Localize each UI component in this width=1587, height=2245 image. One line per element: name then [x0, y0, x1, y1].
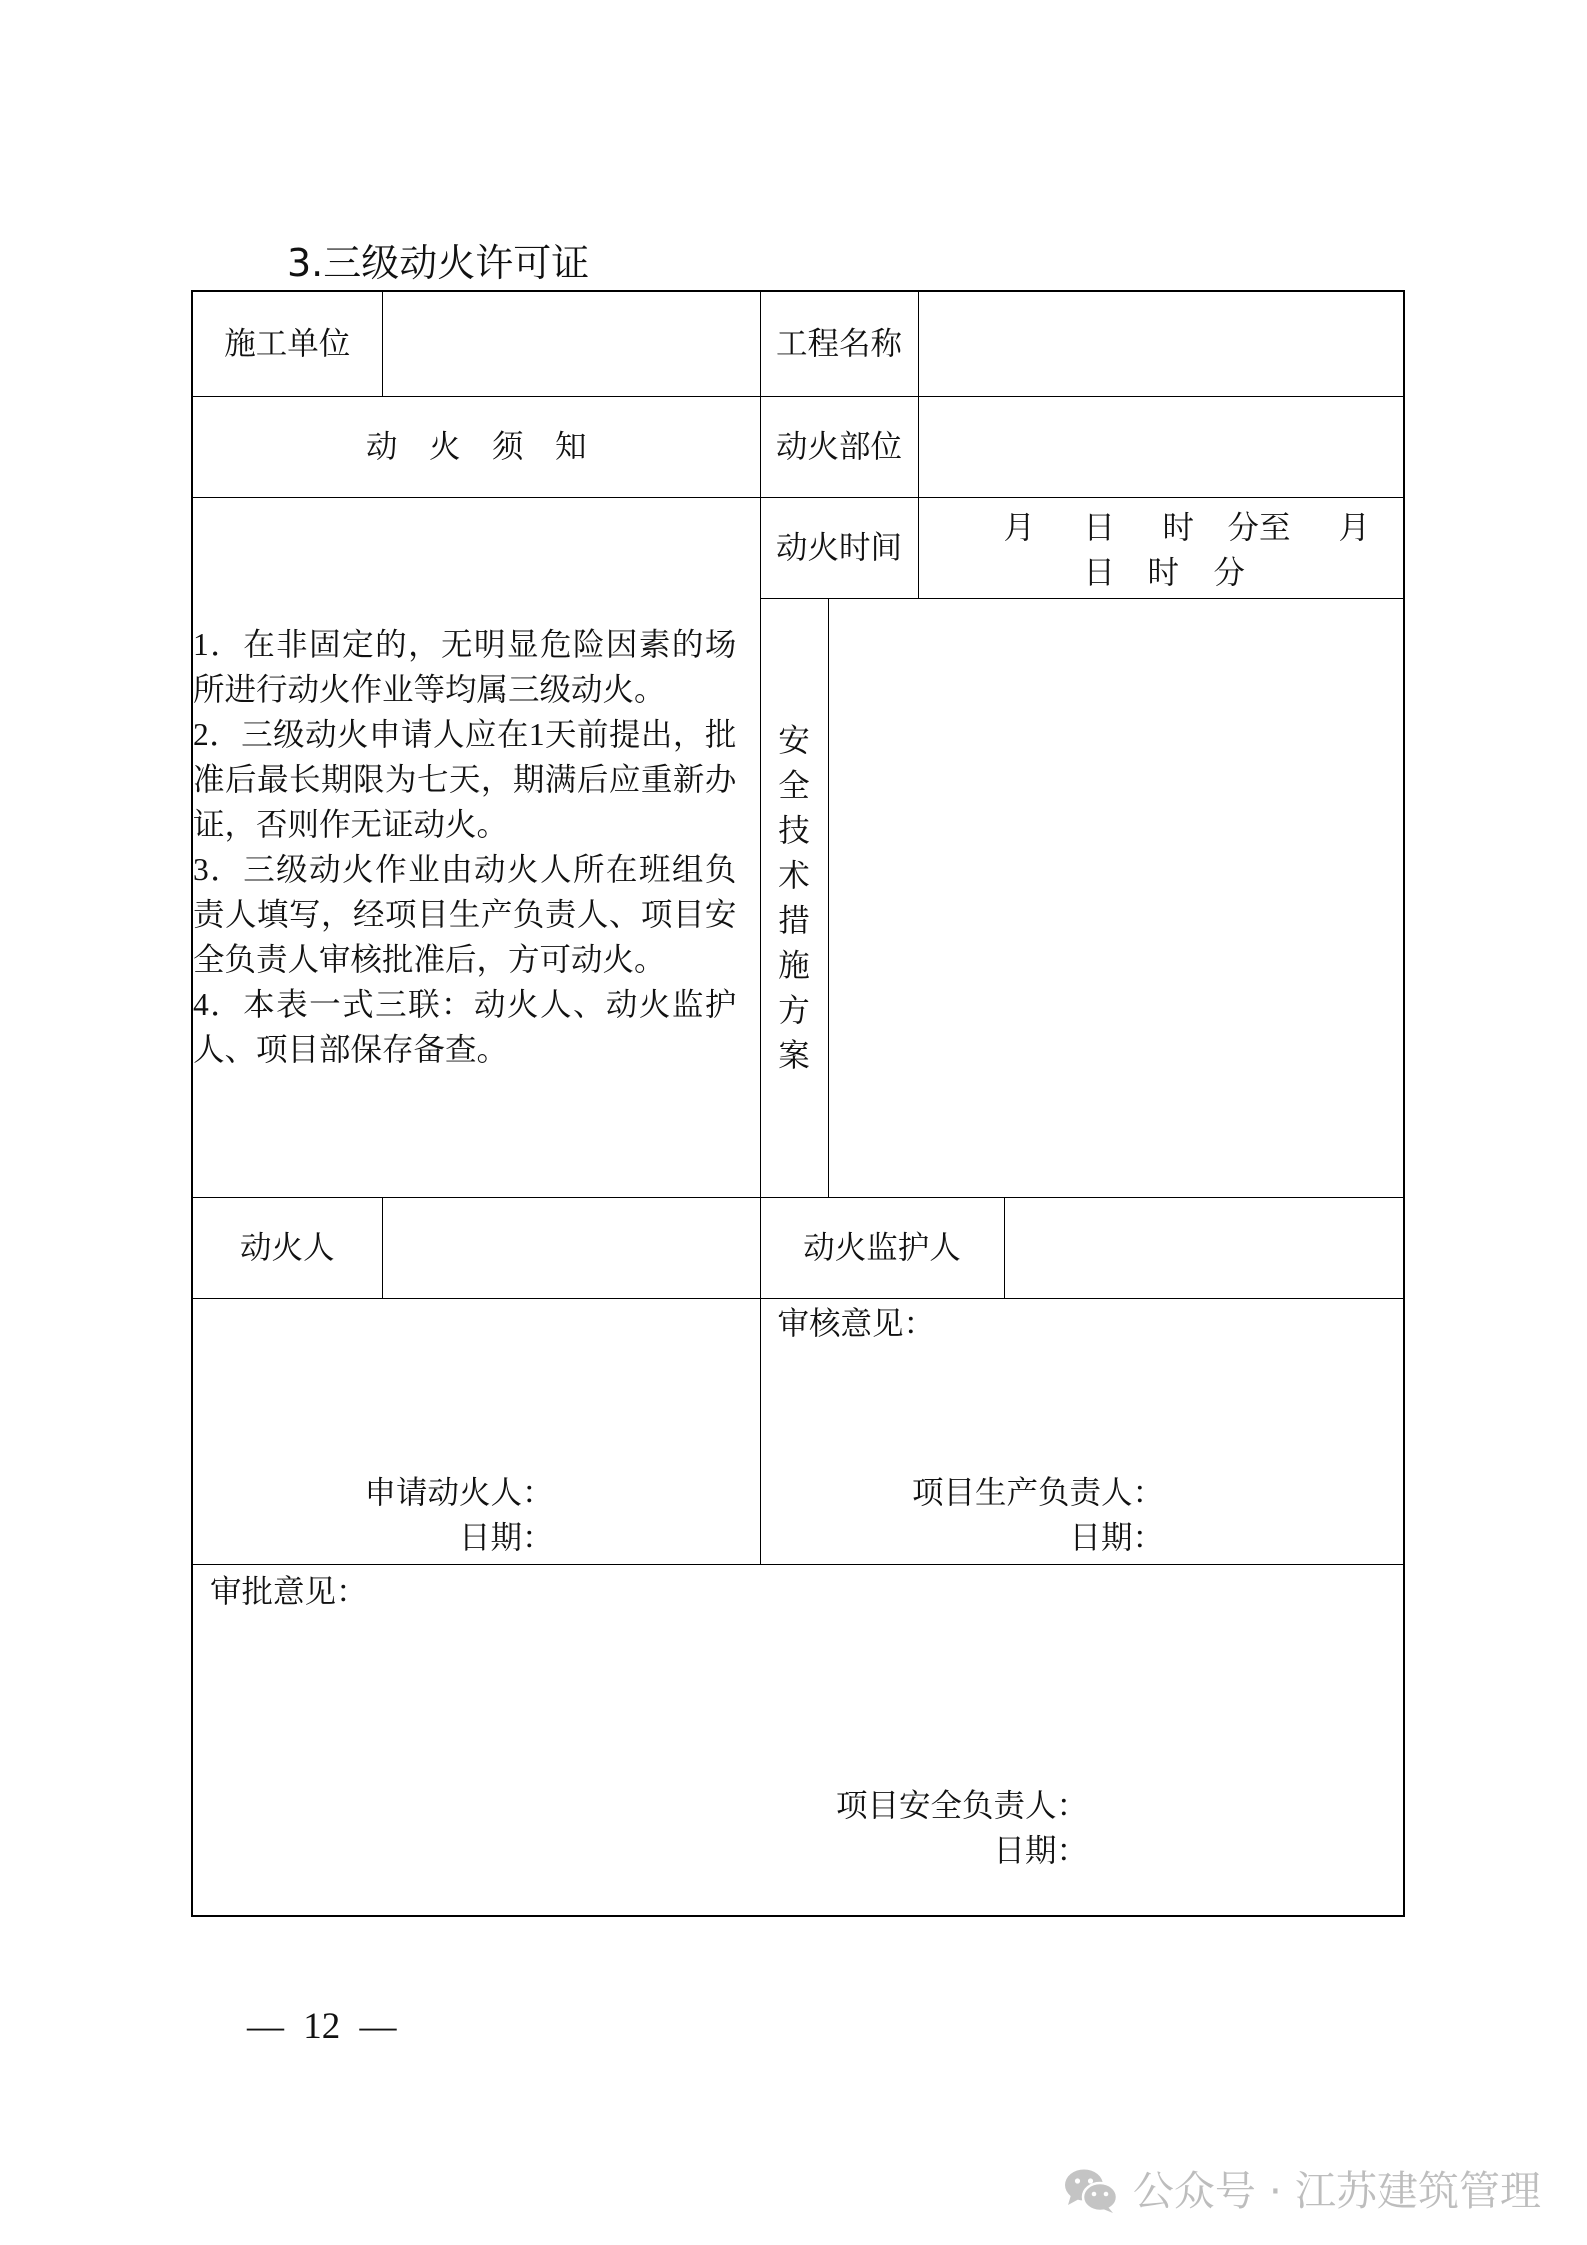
notice-list — [193, 622, 736, 1072]
time-month-start: 月 — [1003, 510, 1036, 545]
approval-opinion-label: 审批意见： — [210, 1573, 368, 1609]
project-name-value — [918, 291, 1404, 396]
time-month-end: 月 — [1338, 510, 1371, 545]
time-minute-end: 分 — [1213, 555, 1246, 590]
review-opinion-label: 审核意见： — [777, 1306, 936, 1341]
approval-date-label: 日期： — [993, 1832, 1089, 1868]
safety-manager-label: 项目安全负责人： — [836, 1787, 1089, 1823]
review-block — [761, 1299, 1404, 1563]
notice-heading: 动 火 须 知 — [192, 396, 760, 497]
applicant-signature-label: 申请动火人： — [364, 1475, 554, 1510]
operator-value — [382, 1197, 760, 1298]
operator-label: 动火人 — [192, 1197, 382, 1298]
review-date-label: 日期： — [1069, 1520, 1165, 1555]
row-notice-location — [192, 396, 1404, 497]
fire-location-value — [918, 396, 1404, 497]
row-operator-guardian — [192, 1197, 1404, 1298]
production-manager-signature-block — [912, 1470, 1164, 1560]
document-title: 3.三级动火许可证 — [287, 241, 590, 285]
approval-block — [193, 1565, 1403, 1915]
safety-plan-value — [828, 598, 1404, 1197]
row-time — [192, 497, 1404, 598]
review-cell — [760, 1298, 1404, 1564]
guardian-label: 动火监护人 — [760, 1197, 1004, 1298]
watermark — [1063, 2166, 1541, 2216]
row-unit-project — [192, 291, 1404, 396]
fire-time-label: 动火时间 — [760, 497, 918, 598]
notice-item: 2．三级动火申请人应在1天前提出，批准后最长期限为七天，期满后应重新办证，否则作无证动火。 — [193, 717, 737, 842]
time-minute-start: 分至 — [1227, 510, 1291, 545]
time-day-start: 日 — [1083, 510, 1116, 545]
page-number: — 12 — — [247, 2006, 397, 2047]
project-name-label: 工程名称 — [760, 291, 918, 396]
notice-item: 4．本表一式三联：动火人、动火监护人、项目部保存备查。 — [193, 987, 737, 1067]
row-application-review — [192, 1298, 1404, 1564]
wechat-icon — [1063, 2168, 1119, 2214]
row-approval — [192, 1564, 1404, 1916]
application-block — [193, 1299, 760, 1563]
application-cell — [192, 1298, 760, 1564]
fire-location-label: 动火部位 — [760, 396, 918, 497]
production-manager-label: 项目生产负责人： — [912, 1475, 1165, 1510]
notice-item: 3．三级动火作业由动火人所在班组负责人填写，经项目生产负责人、项目安全负责人审核批准后，方可动火。 — [193, 852, 737, 977]
construction-unit-label: 施工单位 — [192, 291, 382, 396]
notice-content — [192, 497, 760, 1197]
safety-plan-label-cell — [760, 598, 828, 1197]
applicant-date-label: 日期： — [458, 1520, 554, 1555]
time-hour-end: 时 — [1147, 555, 1180, 590]
safety-manager-signature-block — [836, 1783, 1088, 1873]
construction-unit-value — [382, 291, 760, 396]
time-day-end: 日 — [1083, 555, 1116, 590]
fire-time-fields — [919, 498, 1404, 597]
notice-item: 1．在非固定的，无明显危险因素的场所进行动火作业等均属三级动火。 — [193, 627, 737, 707]
fire-time-value — [918, 497, 1404, 598]
time-hour-start: 时 — [1162, 510, 1195, 545]
applicant-signature-block — [364, 1470, 553, 1560]
fire-permit-table — [191, 290, 1405, 1917]
safety-plan-label: 安全技术措施方案 — [778, 722, 810, 1073]
approval-cell — [192, 1564, 1404, 1916]
watermark-text: 公众号 · 江苏建筑管理 — [1132, 2167, 1541, 2215]
guardian-value — [1004, 1197, 1404, 1298]
